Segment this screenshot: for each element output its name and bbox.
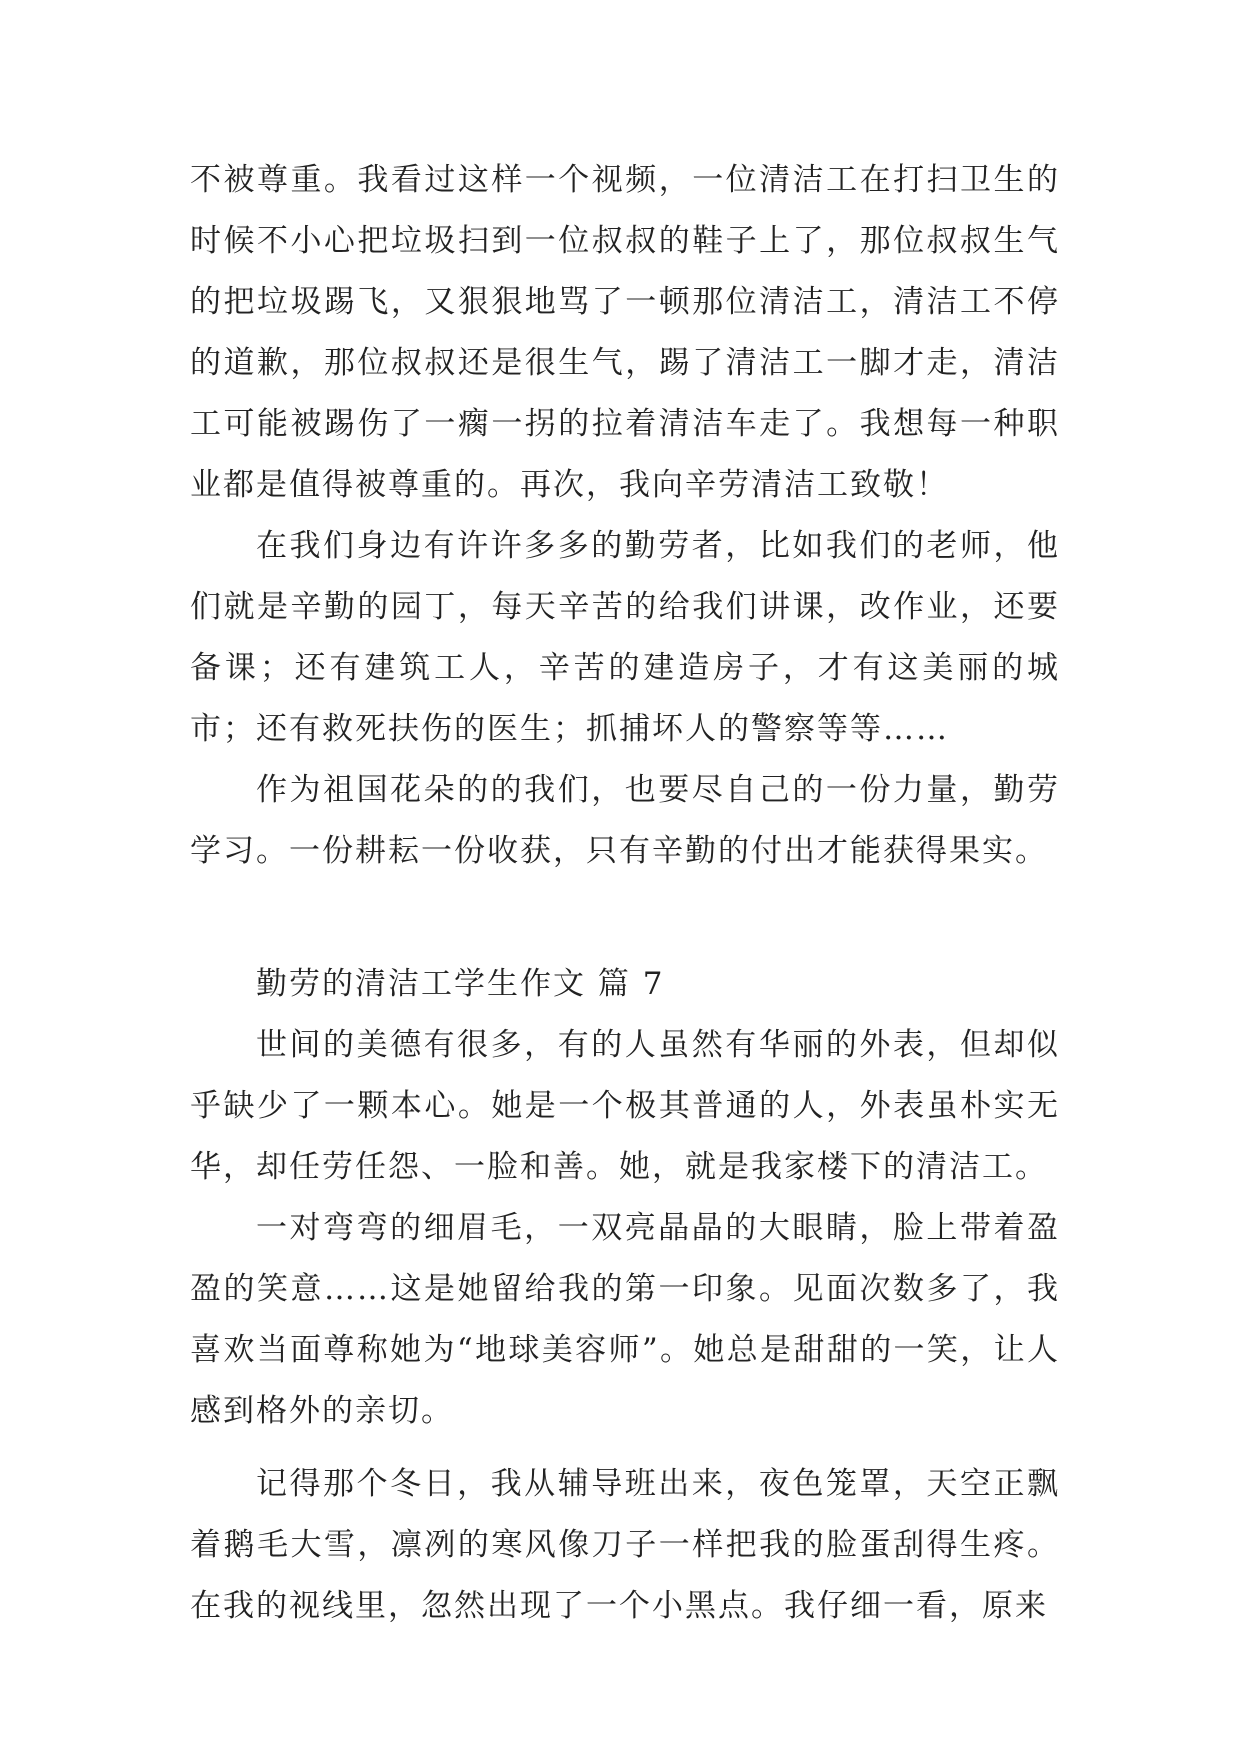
paragraph-winter-day: 记得那个冬日，我从辅导班出来，夜色笼罩，天空正飘着鹅毛大雪，凛冽的寒风像刀子一样把我的脸蛋刮得生疼。在我的视线里，忽然出现了一个小黑点。我仔细一看，原来	[190, 1466, 1060, 1624]
document-body	[190, 150, 1060, 1637]
paragraph-workers: 在我们身边有许许多多的勤劳者，比如我们的老师，他们就是辛勤的园丁，每天辛苦的给我们讲课，改作业，还要备课；还有建筑工人，辛苦的建造房子，才有这美丽的城市；还有救死扶伤的医生；抓捕坏人的警察等等……	[190, 528, 1060, 747]
paragraph-first-impression: 一对弯弯的细眉毛，一双亮晶晶的大眼睛，脸上带着盈盈的笑意……这是她留给我的第一印象。见面次数多了，我喜欢当面尊称她为“地球美容师”。她总是甜甜的一笑，让人感到格外的亲切。	[190, 1210, 1060, 1429]
essay-heading: 勤劳的清洁工学生作文 篇 7	[256, 966, 665, 1002]
paragraph-continuation: 不被尊重。我看过这样一个视频，一位清洁工在打扫卫生的时候不小心把垃圾扫到一位叔叔的鞋子上了，那位叔叔生气的把垃圾踢飞，又狠狠地骂了一顿那位清洁工，清洁工不停的道歉，那位叔叔还是很生气，踢了清洁工一脚才走，清洁工可能被踢伤了一瘸一拐的拉着清洁车走了。我想每一种职业都是值得被尊重的。再次，我向辛劳清洁工致敬！	[190, 162, 1060, 503]
paragraph-students: 作为祖国花朵的的我们，也要尽自己的一份力量，勤劳学习。一份耕耘一份收获，只有辛勤的付出才能获得果实。	[190, 772, 1060, 869]
section-gap	[190, 882, 1060, 954]
paragraph-virtues: 世间的美德有很多，有的人虽然有华丽的外表，但却似乎缺少了一颗本心。她是一个极其普通的人，外表虽朴实无华，却任劳任怨、一脸和善。她，就是我家楼下的清洁工。	[190, 1027, 1060, 1185]
